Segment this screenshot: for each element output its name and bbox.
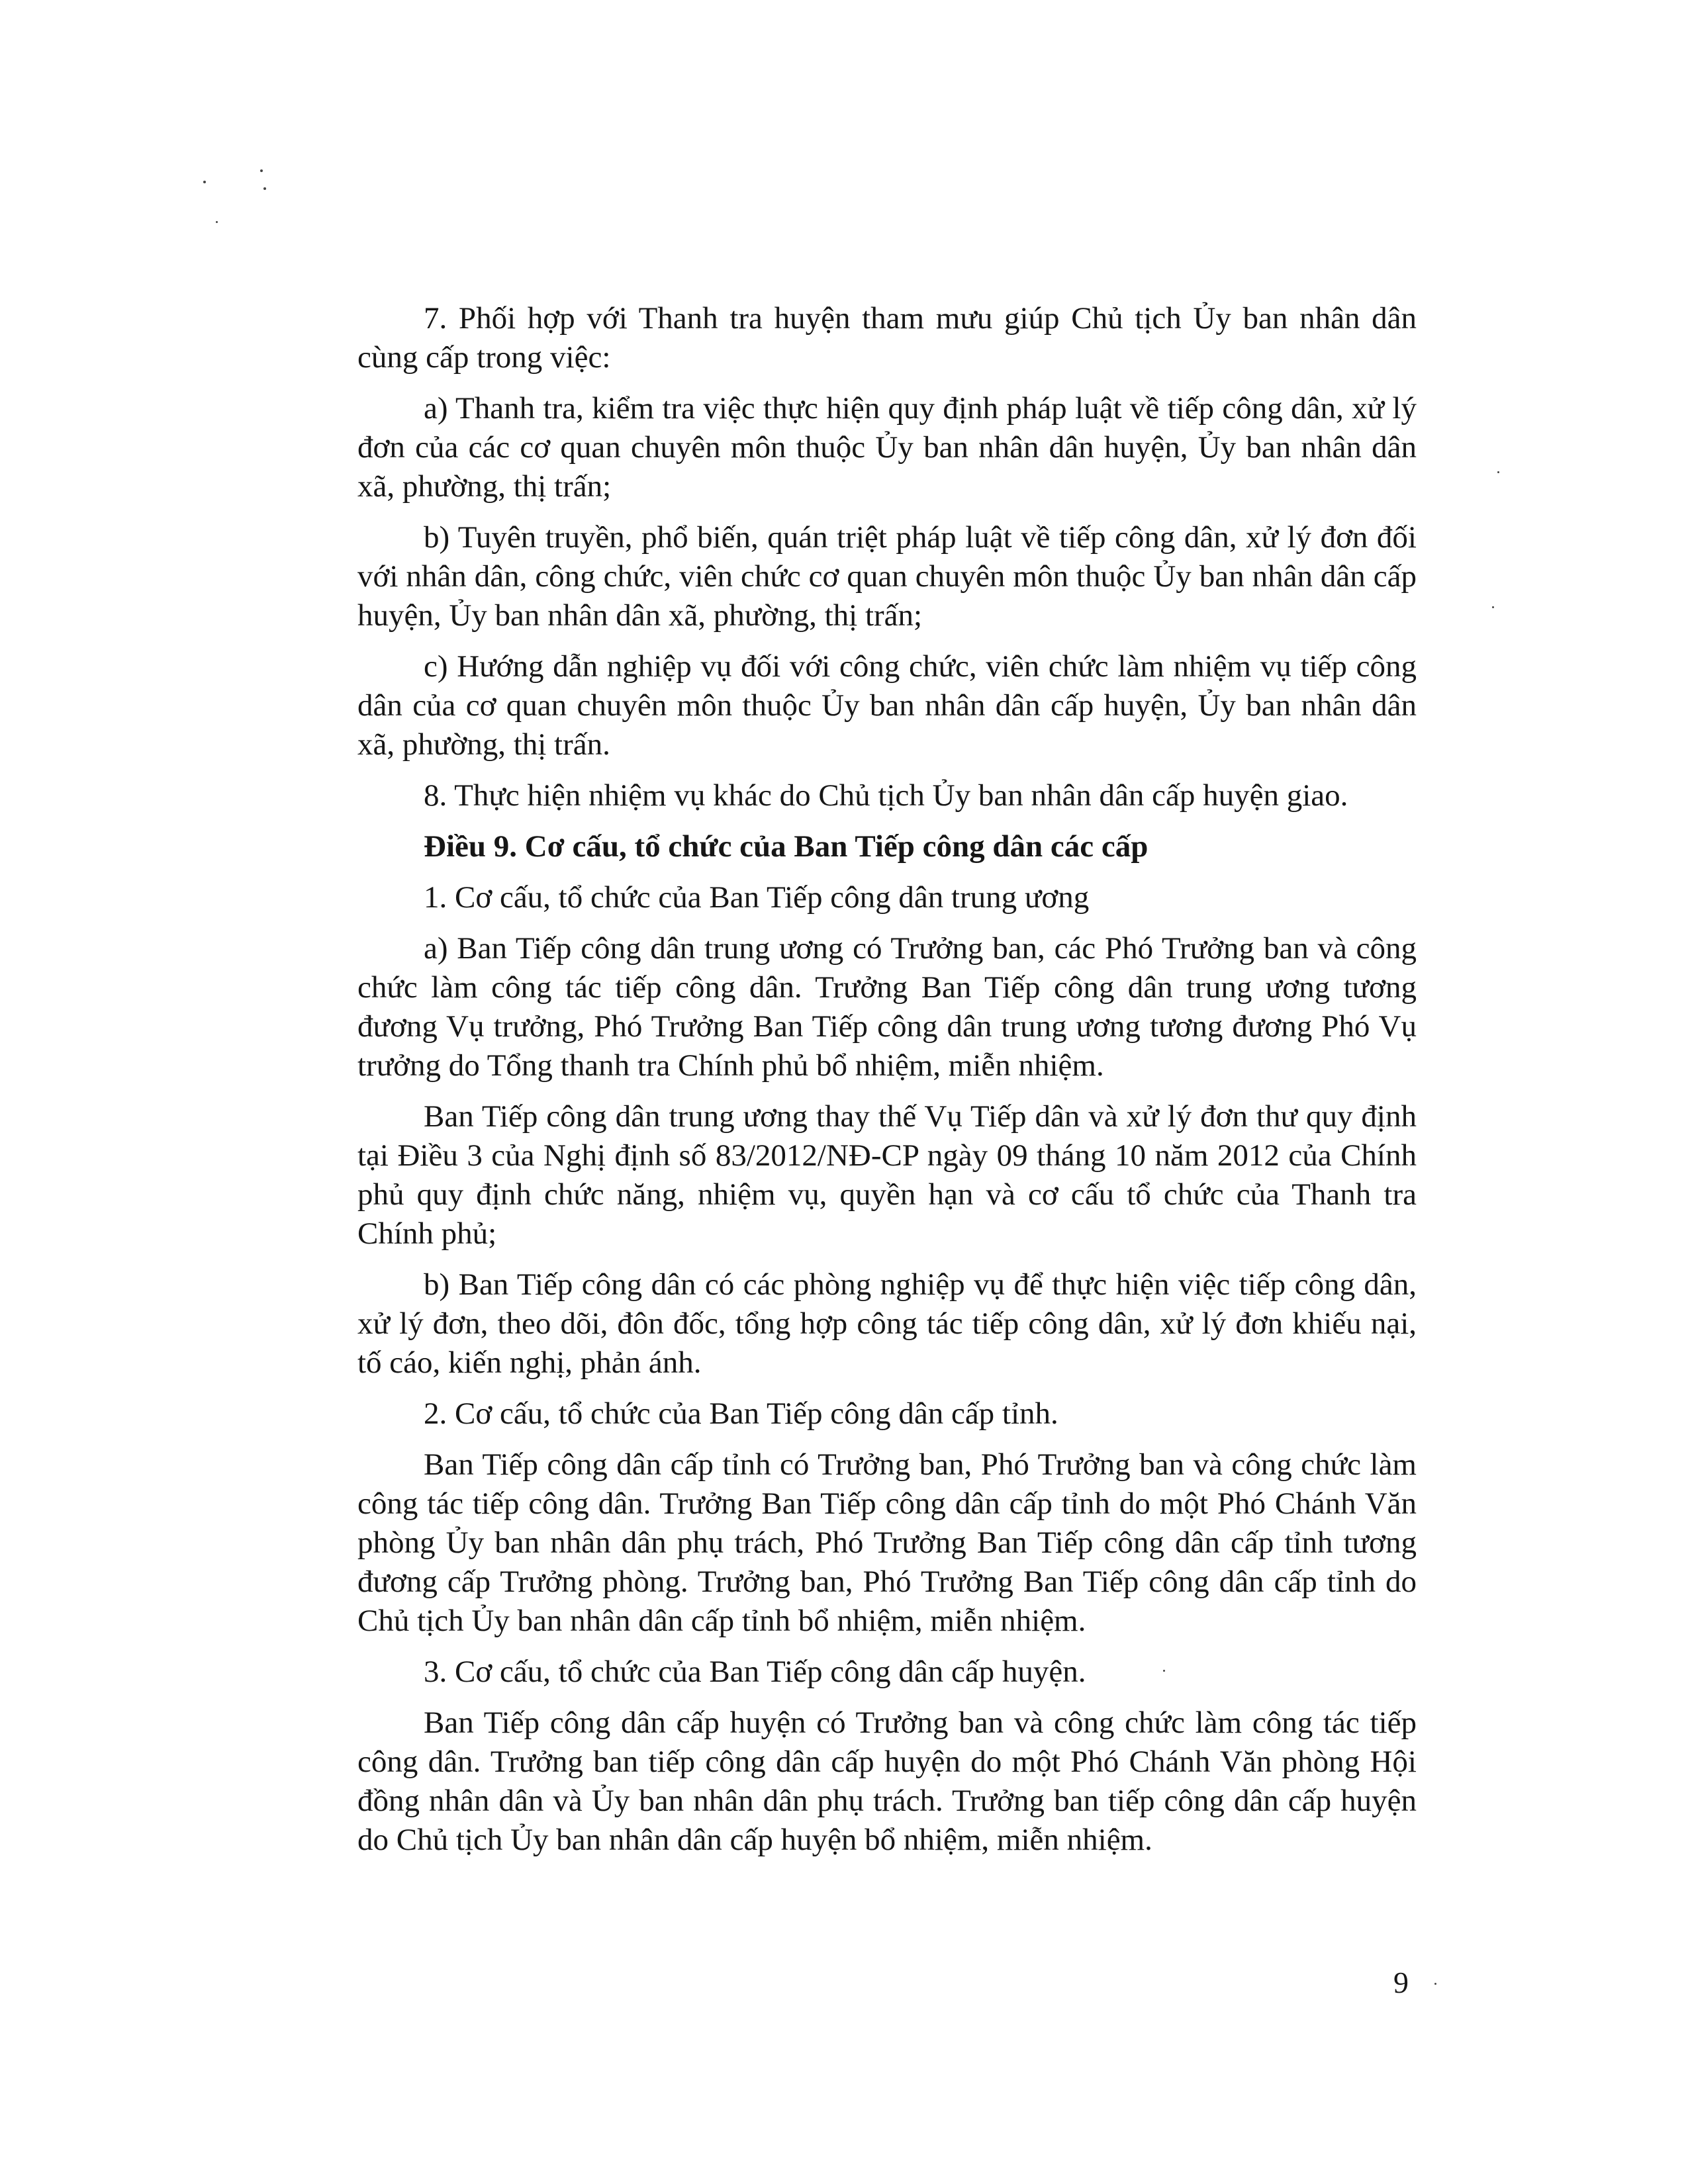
scan-speck: [1434, 1983, 1436, 1985]
article-heading: Điều 9. Cơ cấu, tổ chức của Ban Tiếp công dân các cấp: [424, 829, 1149, 864]
paragraph-item-7a: a) Thanh tra, kiểm tra việc thực hiện quy định pháp luật về tiếp công dân, xử lý đơn của các cơ quan chuyên môn thuộc Ủy ban nhân dân huyện, Ủy ban nhân dân xã, phường, thị trấn;: [357, 391, 1417, 504]
paragraph-section-1b: b) Ban Tiếp công dân có các phòng nghiệp vụ để thực hiện việc tiếp công dân, xử lý đơn, theo dõi, đôn đốc, tổng hợp công tác tiếp công dân, xử lý đơn khiếu nại, tố cáo, kiến nghị, phản ánh.: [357, 1267, 1417, 1380]
paragraph-section-2-body: Ban Tiếp công dân cấp tỉnh có Trưởng ban, Phó Trưởng ban và công chức làm công tác tiếp công dân. Trưởng Ban Tiếp công dân cấp tỉnh do một Phó Chánh Văn phòng Ủy ban nhân dân phụ trách, Phó Trưởng Ban Tiếp công dân cấp tỉnh tương đương cấp Trưởng phòng. Trưởng ban, Phó Trưởng Ban Tiếp công dân cấp tỉnh do Chủ tịch Ủy ban nhân dân cấp tỉnh bổ nhiệm, miễn nhiệm.: [357, 1447, 1417, 1638]
scan-speck: [216, 221, 218, 223]
scan-speck: [1497, 471, 1499, 473]
paragraph-section-1: 1. Cơ cấu, tổ chức của Ban Tiếp công dân trung ương: [424, 880, 1090, 915]
scan-speck: [260, 169, 263, 172]
paragraph-section-2: 2. Cơ cấu, tổ chức của Ban Tiếp công dân cấp tỉnh.: [424, 1396, 1058, 1431]
paragraph-item-7b: b) Tuyên truyền, phổ biến, quán triệt pháp luật về tiếp công dân, xử lý đơn đối với nhân dân, công chức, viên chức cơ quan chuyên môn thuộc Ủy ban nhân dân cấp huyện, Ủy ban nhân dân xã, phường, thị trấn;: [357, 520, 1417, 633]
scan-speck: [263, 187, 266, 190]
document-body: [357, 299, 1417, 1872]
paragraph-item-7c: c) Hướng dẫn nghiệp vụ đối với công chức, viên chức làm nhiệm vụ tiếp công dân của cơ quan chuyên môn thuộc Ủy ban nhân dân cấp huyện, Ủy ban nhân dân xã, phường, thị trấn.: [357, 649, 1417, 762]
paragraph-section-3: 3. Cơ cấu, tổ chức của Ban Tiếp công dân cấp huyện.: [424, 1655, 1086, 1689]
paragraph-item-8: 8. Thực hiện nhiệm vụ khác do Chủ tịch Ủy ban nhân dân cấp huyện giao.: [424, 778, 1348, 813]
paragraph-section-1-note: Ban Tiếp công dân trung ương thay thế Vụ Tiếp dân và xử lý đơn thư quy định tại Điều 3 của Nghị định số 83/2012/NĐ-CP ngày 09 tháng 10 năm 2012 của Chính phủ quy định chức năng, nhiệm vụ, quyền hạn và cơ cấu tổ chức của Thanh tra Chính phủ;: [357, 1099, 1417, 1251]
scan-speck: [203, 181, 206, 183]
page-number: 9: [1393, 1966, 1409, 1999]
scan-speck: [1492, 606, 1494, 608]
paragraph-item-7: 7. Phối hợp với Thanh tra huyện tham mưu giúp Chủ tịch Ủy ban nhân dân cùng cấp trong việc:: [357, 301, 1417, 375]
paragraph-section-3-body: Ban Tiếp công dân cấp huyện có Trưởng ban và công chức làm công tác tiếp công dân. Trưởng ban tiếp công dân cấp huyện do một Phó Chánh Văn phòng Hội đồng nhân dân và Ủy ban nhân dân phụ trách. Trưởng ban tiếp công dân cấp huyện do Chủ tịch Ủy ban nhân dân cấp huyện bổ nhiệm, miễn nhiệm.: [357, 1706, 1417, 1857]
paragraph-section-1a: a) Ban Tiếp công dân trung ương có Trưởng ban, các Phó Trưởng ban và công chức làm công tác tiếp công dân. Trưởng Ban Tiếp công dân trung ương tương đương Vụ trưởng, Phó Trưởng Ban Tiếp công dân trung ương tương đương Phó Vụ trưởng do Tổng thanh tra Chính phủ bổ nhiệm, miễn nhiệm.: [357, 931, 1417, 1083]
